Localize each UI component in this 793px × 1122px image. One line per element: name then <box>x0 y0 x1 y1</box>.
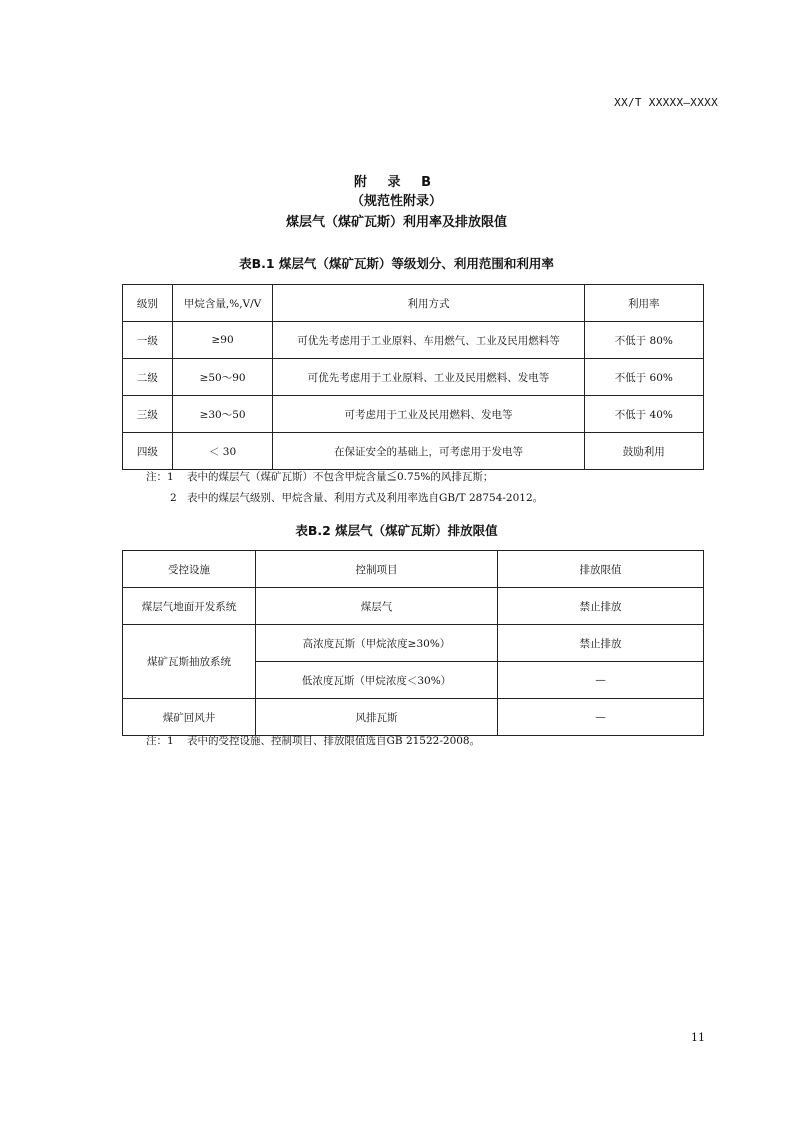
cell-usage: 可优先考虑用于工业原料、车用燃气、工业及民用燃料等 <box>273 322 584 359</box>
table-header-row <box>123 551 704 588</box>
cell-facility: 煤层气地面开发系统 <box>123 588 256 625</box>
note-line <box>146 731 480 752</box>
annex-title: 附 录 B <box>354 175 439 190</box>
cell-item: 煤层气 <box>256 588 498 625</box>
cell-rate: 鼓励利用 <box>584 433 703 470</box>
table-row <box>123 396 704 433</box>
annex-type: （规范性附录） <box>350 194 442 209</box>
cell-limit: — <box>498 699 704 736</box>
table-emission-limits <box>122 550 704 736</box>
cell-grade: 二级 <box>123 359 173 396</box>
cell-rate: 不低于 40% <box>584 396 703 433</box>
cell-grade: 三级 <box>123 396 173 433</box>
cell-usage: 在保证安全的基础上，可考虑用于发电等 <box>273 433 584 470</box>
cell-rate: 不低于 60% <box>584 359 703 396</box>
table-row <box>123 359 704 396</box>
header-cell-rate: 利用率 <box>584 285 703 322</box>
table-header-row <box>123 285 704 322</box>
note-text: 表中的受控设施、控制项目、排放限值选自GB 21522-2008。 <box>187 735 481 747</box>
table2-notes <box>146 731 480 752</box>
table1-notes <box>146 467 543 509</box>
cell-grade: 一级 <box>123 322 173 359</box>
note-line <box>146 488 543 509</box>
cell-facility: 煤矿瓦斯抽放系统 <box>123 625 256 699</box>
cell-limit: — <box>498 662 704 699</box>
cell-usage: 可考虑用于工业及民用燃料、发电等 <box>273 396 584 433</box>
cell-item: 低浓度瓦斯（甲烷浓度＜30%） <box>256 662 498 699</box>
table-row <box>123 433 704 470</box>
cell-methane: ≥90 <box>172 322 273 359</box>
header-cell-facility: 受控设施 <box>123 551 256 588</box>
header-cell-grade: 级别 <box>123 285 173 322</box>
table-row <box>123 322 704 359</box>
cell-item: 风排瓦斯 <box>256 699 498 736</box>
cell-rate: 不低于 80% <box>584 322 703 359</box>
cell-methane: ≥50～90 <box>172 359 273 396</box>
annex-heading <box>0 174 793 234</box>
cell-methane: ≥30～50 <box>172 396 273 433</box>
header-cell-methane: 甲烷含量,%,V/V <box>172 285 273 322</box>
table-gas-grades <box>122 284 704 470</box>
cell-facility: 煤矿回风井 <box>123 699 256 736</box>
cell-methane: ＜ 30 <box>172 433 273 470</box>
document-code: XX/T XXXXX—XXXX <box>614 96 718 109</box>
cell-usage: 可优先考虑用于工业原料、工业及民用燃料、发电等 <box>273 359 584 396</box>
header-cell-usage: 利用方式 <box>273 285 584 322</box>
page-number: 11 <box>691 1031 705 1044</box>
header-cell-item: 控制项目 <box>256 551 498 588</box>
note-lead: 2 <box>170 492 177 504</box>
table-row <box>123 699 704 736</box>
note-text: 表中的煤层气（煤矿瓦斯）不包含甲烷含量≦0.75%的风排瓦斯； <box>187 471 494 483</box>
cell-limit: 禁止排放 <box>498 625 704 662</box>
note-line <box>146 467 543 488</box>
note-lead: 注：1 <box>146 735 174 747</box>
table2-caption: 表B.2 煤层气（煤矿瓦斯）排放限值 <box>295 523 498 538</box>
cell-limit: 禁止排放 <box>498 588 704 625</box>
note-lead: 注：1 <box>146 471 174 483</box>
cell-grade: 四级 <box>123 433 173 470</box>
annex-name: 煤层气（煤矿瓦斯）利用率及排放限值 <box>285 215 507 230</box>
table-row <box>123 625 704 662</box>
table1-caption: 表B.1 煤层气（煤矿瓦斯）等级划分、利用范围和利用率 <box>239 256 554 271</box>
header-cell-limit: 排放限值 <box>498 551 704 588</box>
note-text: 表中的煤层气级别、甲烷含量、利用方式及利用率选自GB/T 28754-2012。 <box>187 492 544 504</box>
table-row <box>123 588 704 625</box>
cell-item: 高浓度瓦斯（甲烷浓度≥30%） <box>256 625 498 662</box>
